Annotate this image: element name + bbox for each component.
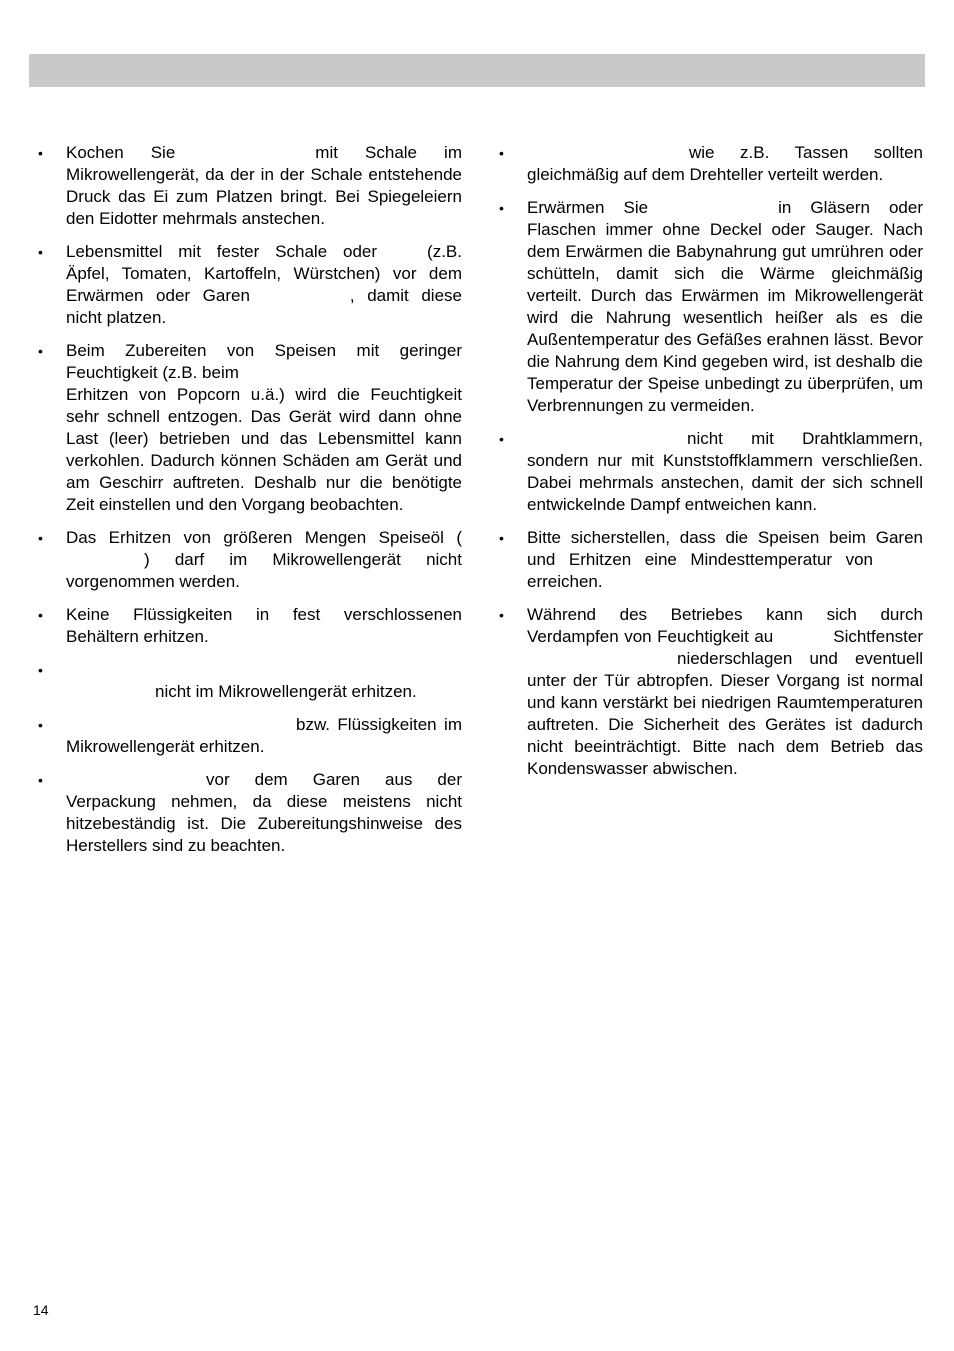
list-item [38, 340, 462, 516]
list-item [38, 659, 462, 703]
list-item [499, 604, 923, 780]
list-item [38, 241, 462, 329]
list-item [38, 527, 462, 593]
list-item-text: nicht im Mikrowellengerät erhitzen. [155, 682, 417, 701]
bullet-icon: • [499, 431, 504, 447]
left-bullet-list [38, 142, 462, 857]
list-item-text: Kochen Sie mit Schale im Mikrowellengerät, da der in der Schale entstehende Druck das Ei zum Platzen bringt. Bei Spiegeleiern den Eidotter mehrmals anstechen. [66, 143, 462, 228]
list-item [499, 428, 923, 516]
list-item-text: Bitte sicherstellen, dass die Speisen beim Garen und Erhitzen eine Mindesttemperatur vonerreichen. [527, 528, 923, 591]
list-item [38, 604, 462, 648]
list-item-text: nicht mit Drahtklammern, sondern nur mit Kunststoffklammern verschließen. Dabei mehrmals anstechen, damit der sich schnell entwickelnde Dampf entweichen kann. [527, 429, 923, 514]
bullet-icon: • [38, 244, 43, 260]
bullet-icon: • [499, 145, 504, 161]
bullet-icon: • [499, 607, 504, 623]
list-item [38, 142, 462, 230]
list-item-text: Keine Flüssigkeiten in fest verschlossenen Behältern erhitzen. [66, 605, 462, 646]
list-item-text: wie z.B. Tassen sollten gleichmäßig auf dem Drehteller verteilt werden. [527, 143, 923, 184]
list-item [499, 142, 923, 186]
list-item-text: bzw. Flüssigkeiten im Mikrowellengerät erhitzen. [66, 715, 462, 756]
bullet-icon: • [38, 607, 43, 623]
bullet-icon: • [38, 717, 43, 733]
bullet-icon: • [38, 145, 43, 161]
bullet-icon: • [38, 772, 43, 788]
list-item-text: Lebensmittel mit fester Schale oder (z.B. Äpfel, Tomaten, Kartoffeln, Würstchen) vor dem Erwärmen oder Garen , damit diese nicht platzen. [66, 242, 462, 327]
list-item-text: Erwärmen Sie in Gläsern oder Flaschen immer ohne Deckel oder Sauger. Nach dem Erwärmen die Babynahrung gut umrühren oder schütteln, damit sich die Wärme gleichmäßig verteilt. Durch das Erwärmen im Mikrowellengerät wird die Nahrung wesentlich heißer als es die Außentemperatur des Gefäßes erahnen lässt. Bevor die Nahrung dem Kind gegeben wird, ist deshalb die Temperatur der Speise unbedingt zu überprüfen, um Verbrennungen zu vermeiden. [527, 198, 923, 415]
right-column [499, 142, 923, 791]
list-item-text: vor dem Garen aus der Verpackung nehmen, da diese meistens nicht hitzebeständig ist. Die Zubereitungshinweise des Herstellers sind zu beachten. [66, 770, 462, 855]
header-bar [29, 54, 925, 87]
bullet-icon: • [499, 200, 504, 216]
bullet-icon: • [499, 530, 504, 546]
list-item-text: Das Erhitzen von größeren Mengen Speiseöl () darf im Mikrowellengerät nicht vorgenommen werden. [66, 528, 462, 591]
left-column [38, 142, 462, 868]
list-item [38, 769, 462, 857]
bullet-icon: • [38, 662, 43, 678]
list-item [499, 197, 923, 417]
bullet-icon: • [38, 343, 43, 359]
list-item [38, 714, 462, 758]
bullet-icon: • [38, 530, 43, 546]
list-item-text: Beim Zubereiten von Speisen mit geringer Feuchtigkeit (z.B. beim Erhitzen von Popcorn u.ä.) wird die Feuchtigkeit sehr schnell entzogen. Das Gerät wird dann ohne Last (leer) betrieben und das Lebensmittel kann verkohlen. Dadurch können Schäden am Gerät und am Geschirr auftreten. Deshalb nur die benötigte Zeit einstellen und den Vorgang beobachten. [66, 341, 462, 514]
right-bullet-list [499, 142, 923, 780]
list-item [499, 527, 923, 593]
list-item-text: Während des Betriebes kann sich durch Verdampfen von Feuchtigkeit au Sichtfensterniederschlagen und eventuell unter der Tür abtropfen. Dieser Vorgang ist normal und kann verstärkt bei niedrigen Raumtemperaturen auftreten. Die Sicherheit des Gerätes ist dadurch nicht beeinträchtigt. Bitte nach dem Betrieb das Kondenswasser abwischen. [527, 605, 923, 778]
page-number: 14 [33, 1302, 49, 1318]
